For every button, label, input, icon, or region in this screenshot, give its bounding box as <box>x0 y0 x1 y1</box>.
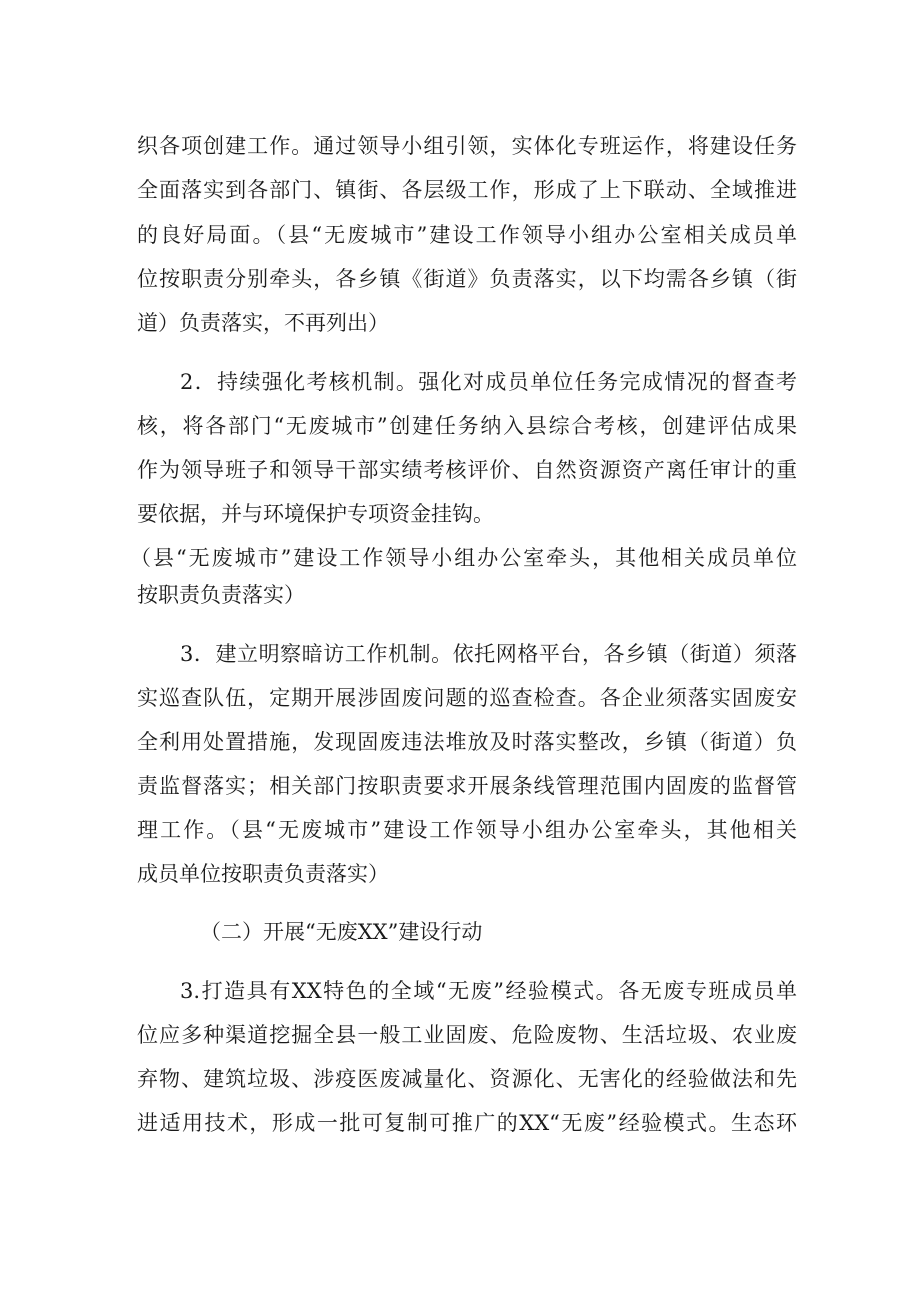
para3-line-3: 全利用处置措施，发现固废违法堆放及时落实整改，乡镇（街道）负 <box>137 730 797 754</box>
para2-note-line-2: 按职责负责落实） <box>137 583 305 607</box>
para4-line-4: 进适用技术，形成一批可复制可推广的XX“无废”经验模式。生态环 <box>137 1111 797 1135</box>
para4-line-2: 位应多种渠道挖掘全县一般工业固废、危险废物、生活垃圾、农业废 <box>137 1023 797 1047</box>
para1-line-4: 位按职责分别牵头，各乡镇《街道》负责落实，以下均需各乡镇（街 <box>137 267 797 291</box>
para2-line-1: 2．持续强化考核机制。强化对成员单位任务完成情况的督查考 <box>180 370 797 394</box>
para3-line-4: 责监督落实；相关部门按职责要求开展条线管理范围内固废的监督管 <box>137 774 797 798</box>
para3-line-5: 理工作。（县“无废城市”建设工作领导小组办公室牵头，其他相关 <box>137 818 797 842</box>
para2-note-line-1: （县“无废城市”建设工作领导小组办公室牵头，其他相关成员单位 <box>130 546 797 570</box>
para2-line-2: 核，将各部门“无废城市”创建任务纳入县综合考核，创建评估成果 <box>137 414 797 438</box>
para3-line-1: 3．建立明察暗访工作机制。依托网格平台，各乡镇（街道）须落 <box>180 642 797 666</box>
para4-line-3: 弃物、建筑垃圾、涉疫医废减量化、资源化、无害化的经验做法和先 <box>137 1067 797 1091</box>
para4-line-1: 3.打造具有XX特色的全域“无废”经验模式。各无废专班成员单 <box>180 979 797 1003</box>
para1-line-3: 的良好局面。（县“无废城市”建设工作领导小组办公室相关成员单 <box>137 223 797 247</box>
para1-line-1: 织各项创建工作。通过领导小组引领，实体化专班运作，将建设任务 <box>137 134 797 158</box>
para3-line-2: 实巡查队伍，定期开展涉固废问题的巡查检查。各企业须落实固废安 <box>137 686 797 710</box>
para3-line-6: 成员单位按职责负责落实） <box>137 862 389 886</box>
section-heading: （二）开展“无废XX”建设行动 <box>200 920 483 944</box>
para1-line-2: 全面落实到各部门、镇街、各层级工作，形成了上下联动、全域推进 <box>137 178 797 202</box>
para2-line-3: 作为领导班子和领导干部实绩考核评价、自然资源资产离任审计的重 <box>137 458 797 482</box>
para1-line-5: 道）负责落实，不再列出） <box>137 311 389 335</box>
para2-line-4: 要依据，并与环境保护专项资金挂钩。 <box>137 502 494 526</box>
